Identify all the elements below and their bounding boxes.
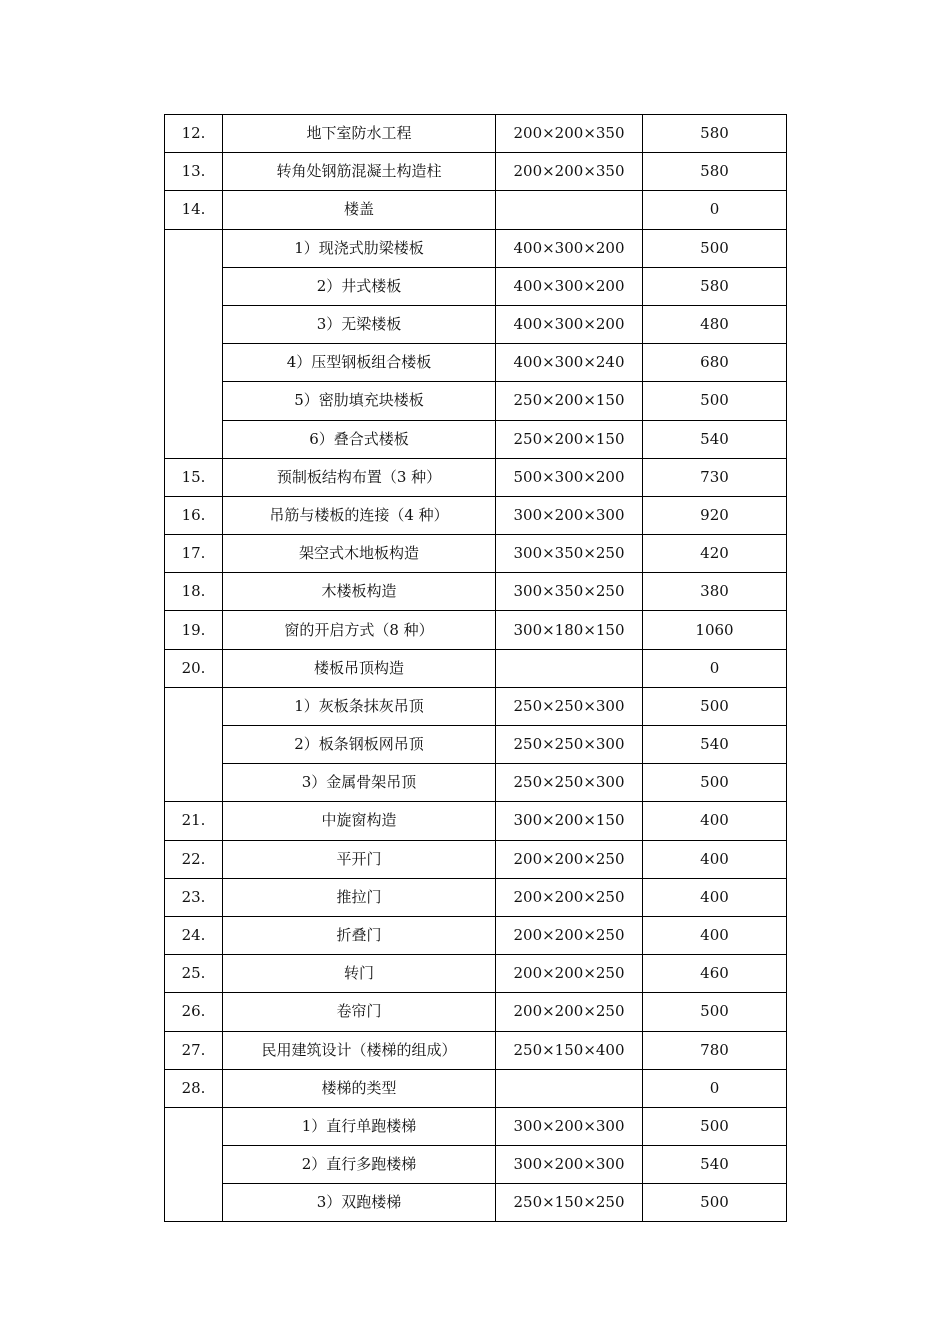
item-price: 400 xyxy=(643,878,787,916)
item-price: 400 xyxy=(643,802,787,840)
table-row xyxy=(165,764,787,802)
item-name: 4）压型钢板组合楼板 xyxy=(223,344,496,382)
row-number: 28. xyxy=(165,1069,223,1107)
row-number: 22. xyxy=(165,840,223,878)
item-name: 楼盖 xyxy=(223,191,496,229)
table-row xyxy=(165,611,787,649)
table-row xyxy=(165,840,787,878)
table-row xyxy=(165,916,787,954)
row-number: 17. xyxy=(165,535,223,573)
item-size: 300×200×300 xyxy=(496,1146,643,1184)
item-name: 3）双跑楼梯 xyxy=(223,1184,496,1222)
item-size: 200×200×250 xyxy=(496,878,643,916)
item-size xyxy=(496,649,643,687)
item-name: 木楼板构造 xyxy=(223,573,496,611)
table-row xyxy=(165,535,787,573)
item-price: 380 xyxy=(643,573,787,611)
item-price: 920 xyxy=(643,496,787,534)
item-name: 3）无梁楼板 xyxy=(223,305,496,343)
item-name: 3）金属骨架吊顶 xyxy=(223,764,496,802)
table-row xyxy=(165,344,787,382)
item-size xyxy=(496,191,643,229)
row-number: 27. xyxy=(165,1031,223,1069)
item-size: 300×180×150 xyxy=(496,611,643,649)
item-price: 580 xyxy=(643,153,787,191)
row-number: 16. xyxy=(165,496,223,534)
item-size: 200×200×350 xyxy=(496,153,643,191)
item-name: 转角处钢筋混凝土构造柱 xyxy=(223,153,496,191)
item-name: 2）板条钢板网吊顶 xyxy=(223,726,496,764)
item-price: 780 xyxy=(643,1031,787,1069)
item-name: 1）直行单跑楼梯 xyxy=(223,1107,496,1145)
table-row xyxy=(165,802,787,840)
item-size: 200×200×250 xyxy=(496,993,643,1031)
item-name: 预制板结构布置（3 种） xyxy=(223,458,496,496)
item-size: 400×300×200 xyxy=(496,267,643,305)
row-number: 24. xyxy=(165,916,223,954)
table-row xyxy=(165,229,787,267)
item-name: 1）现浇式肋梁楼板 xyxy=(223,229,496,267)
item-size: 200×200×250 xyxy=(496,916,643,954)
item-price: 580 xyxy=(643,267,787,305)
table-row xyxy=(165,420,787,458)
item-price: 500 xyxy=(643,229,787,267)
item-price: 540 xyxy=(643,420,787,458)
row-number: 13. xyxy=(165,153,223,191)
item-price: 0 xyxy=(643,191,787,229)
table-row xyxy=(165,496,787,534)
item-size: 500×300×200 xyxy=(496,458,643,496)
item-price: 400 xyxy=(643,840,787,878)
item-price: 500 xyxy=(643,993,787,1031)
item-size: 250×200×150 xyxy=(496,420,643,458)
table-row xyxy=(165,458,787,496)
item-name: 窗的开启方式（8 种） xyxy=(223,611,496,649)
item-size: 300×350×250 xyxy=(496,573,643,611)
item-price: 500 xyxy=(643,687,787,725)
item-price: 500 xyxy=(643,1107,787,1145)
row-number: 23. xyxy=(165,878,223,916)
item-size: 300×350×250 xyxy=(496,535,643,573)
item-price: 580 xyxy=(643,115,787,153)
table-row xyxy=(165,1069,787,1107)
row-number: 19. xyxy=(165,611,223,649)
item-price: 1060 xyxy=(643,611,787,649)
item-name: 5）密肋填充块楼板 xyxy=(223,382,496,420)
table-row xyxy=(165,649,787,687)
item-size: 300×200×300 xyxy=(496,496,643,534)
item-size: 400×300×200 xyxy=(496,305,643,343)
item-name: 楼板吊顶构造 xyxy=(223,649,496,687)
table-row xyxy=(165,1146,787,1184)
table-row xyxy=(165,573,787,611)
row-number xyxy=(165,229,223,458)
item-price: 540 xyxy=(643,1146,787,1184)
table-row xyxy=(165,267,787,305)
item-price: 460 xyxy=(643,955,787,993)
item-name: 折叠门 xyxy=(223,916,496,954)
item-size: 200×200×250 xyxy=(496,840,643,878)
table-row xyxy=(165,726,787,764)
item-name: 民用建筑设计（楼梯的组成） xyxy=(223,1031,496,1069)
table-row xyxy=(165,1184,787,1222)
item-price: 500 xyxy=(643,382,787,420)
item-price: 0 xyxy=(643,1069,787,1107)
row-number: 14. xyxy=(165,191,223,229)
item-price: 500 xyxy=(643,764,787,802)
item-price: 480 xyxy=(643,305,787,343)
item-name: 转门 xyxy=(223,955,496,993)
item-price: 680 xyxy=(643,344,787,382)
row-number: 26. xyxy=(165,993,223,1031)
table-row xyxy=(165,687,787,725)
item-name: 楼梯的类型 xyxy=(223,1069,496,1107)
item-price: 0 xyxy=(643,649,787,687)
item-size: 250×150×250 xyxy=(496,1184,643,1222)
item-name: 架空式木地板构造 xyxy=(223,535,496,573)
item-name: 卷帘门 xyxy=(223,993,496,1031)
table-row xyxy=(165,382,787,420)
row-number: 18. xyxy=(165,573,223,611)
item-size: 250×250×300 xyxy=(496,726,643,764)
item-name: 地下室防水工程 xyxy=(223,115,496,153)
row-number: 21. xyxy=(165,802,223,840)
item-name: 推拉门 xyxy=(223,878,496,916)
item-size xyxy=(496,1069,643,1107)
item-price: 400 xyxy=(643,916,787,954)
table-row xyxy=(165,305,787,343)
item-size: 400×300×200 xyxy=(496,229,643,267)
item-price: 540 xyxy=(643,726,787,764)
row-number: 20. xyxy=(165,649,223,687)
item-price: 420 xyxy=(643,535,787,573)
item-size: 200×200×250 xyxy=(496,955,643,993)
item-size: 300×200×300 xyxy=(496,1107,643,1145)
table-row xyxy=(165,878,787,916)
item-name: 平开门 xyxy=(223,840,496,878)
table-row xyxy=(165,1031,787,1069)
item-name: 1）灰板条抹灰吊顶 xyxy=(223,687,496,725)
table-row xyxy=(165,191,787,229)
item-name: 2）直行多跑楼梯 xyxy=(223,1146,496,1184)
item-size: 200×200×350 xyxy=(496,115,643,153)
item-size: 300×200×150 xyxy=(496,802,643,840)
item-size: 250×150×400 xyxy=(496,1031,643,1069)
table-row xyxy=(165,1107,787,1145)
table-row xyxy=(165,993,787,1031)
item-size: 250×250×300 xyxy=(496,687,643,725)
item-name: 6）叠合式楼板 xyxy=(223,420,496,458)
items-table xyxy=(164,114,787,1222)
item-size: 400×300×240 xyxy=(496,344,643,382)
table-row xyxy=(165,955,787,993)
item-price: 730 xyxy=(643,458,787,496)
table-row xyxy=(165,115,787,153)
row-number xyxy=(165,1107,223,1222)
row-number: 12. xyxy=(165,115,223,153)
item-size: 250×200×150 xyxy=(496,382,643,420)
item-price: 500 xyxy=(643,1184,787,1222)
row-number xyxy=(165,687,223,802)
table-row xyxy=(165,153,787,191)
row-number: 25. xyxy=(165,955,223,993)
item-name: 吊筋与楼板的连接（4 种） xyxy=(223,496,496,534)
items-table-body xyxy=(165,115,787,1222)
item-name: 2）井式楼板 xyxy=(223,267,496,305)
item-size: 250×250×300 xyxy=(496,764,643,802)
item-name: 中旋窗构造 xyxy=(223,802,496,840)
row-number: 15. xyxy=(165,458,223,496)
